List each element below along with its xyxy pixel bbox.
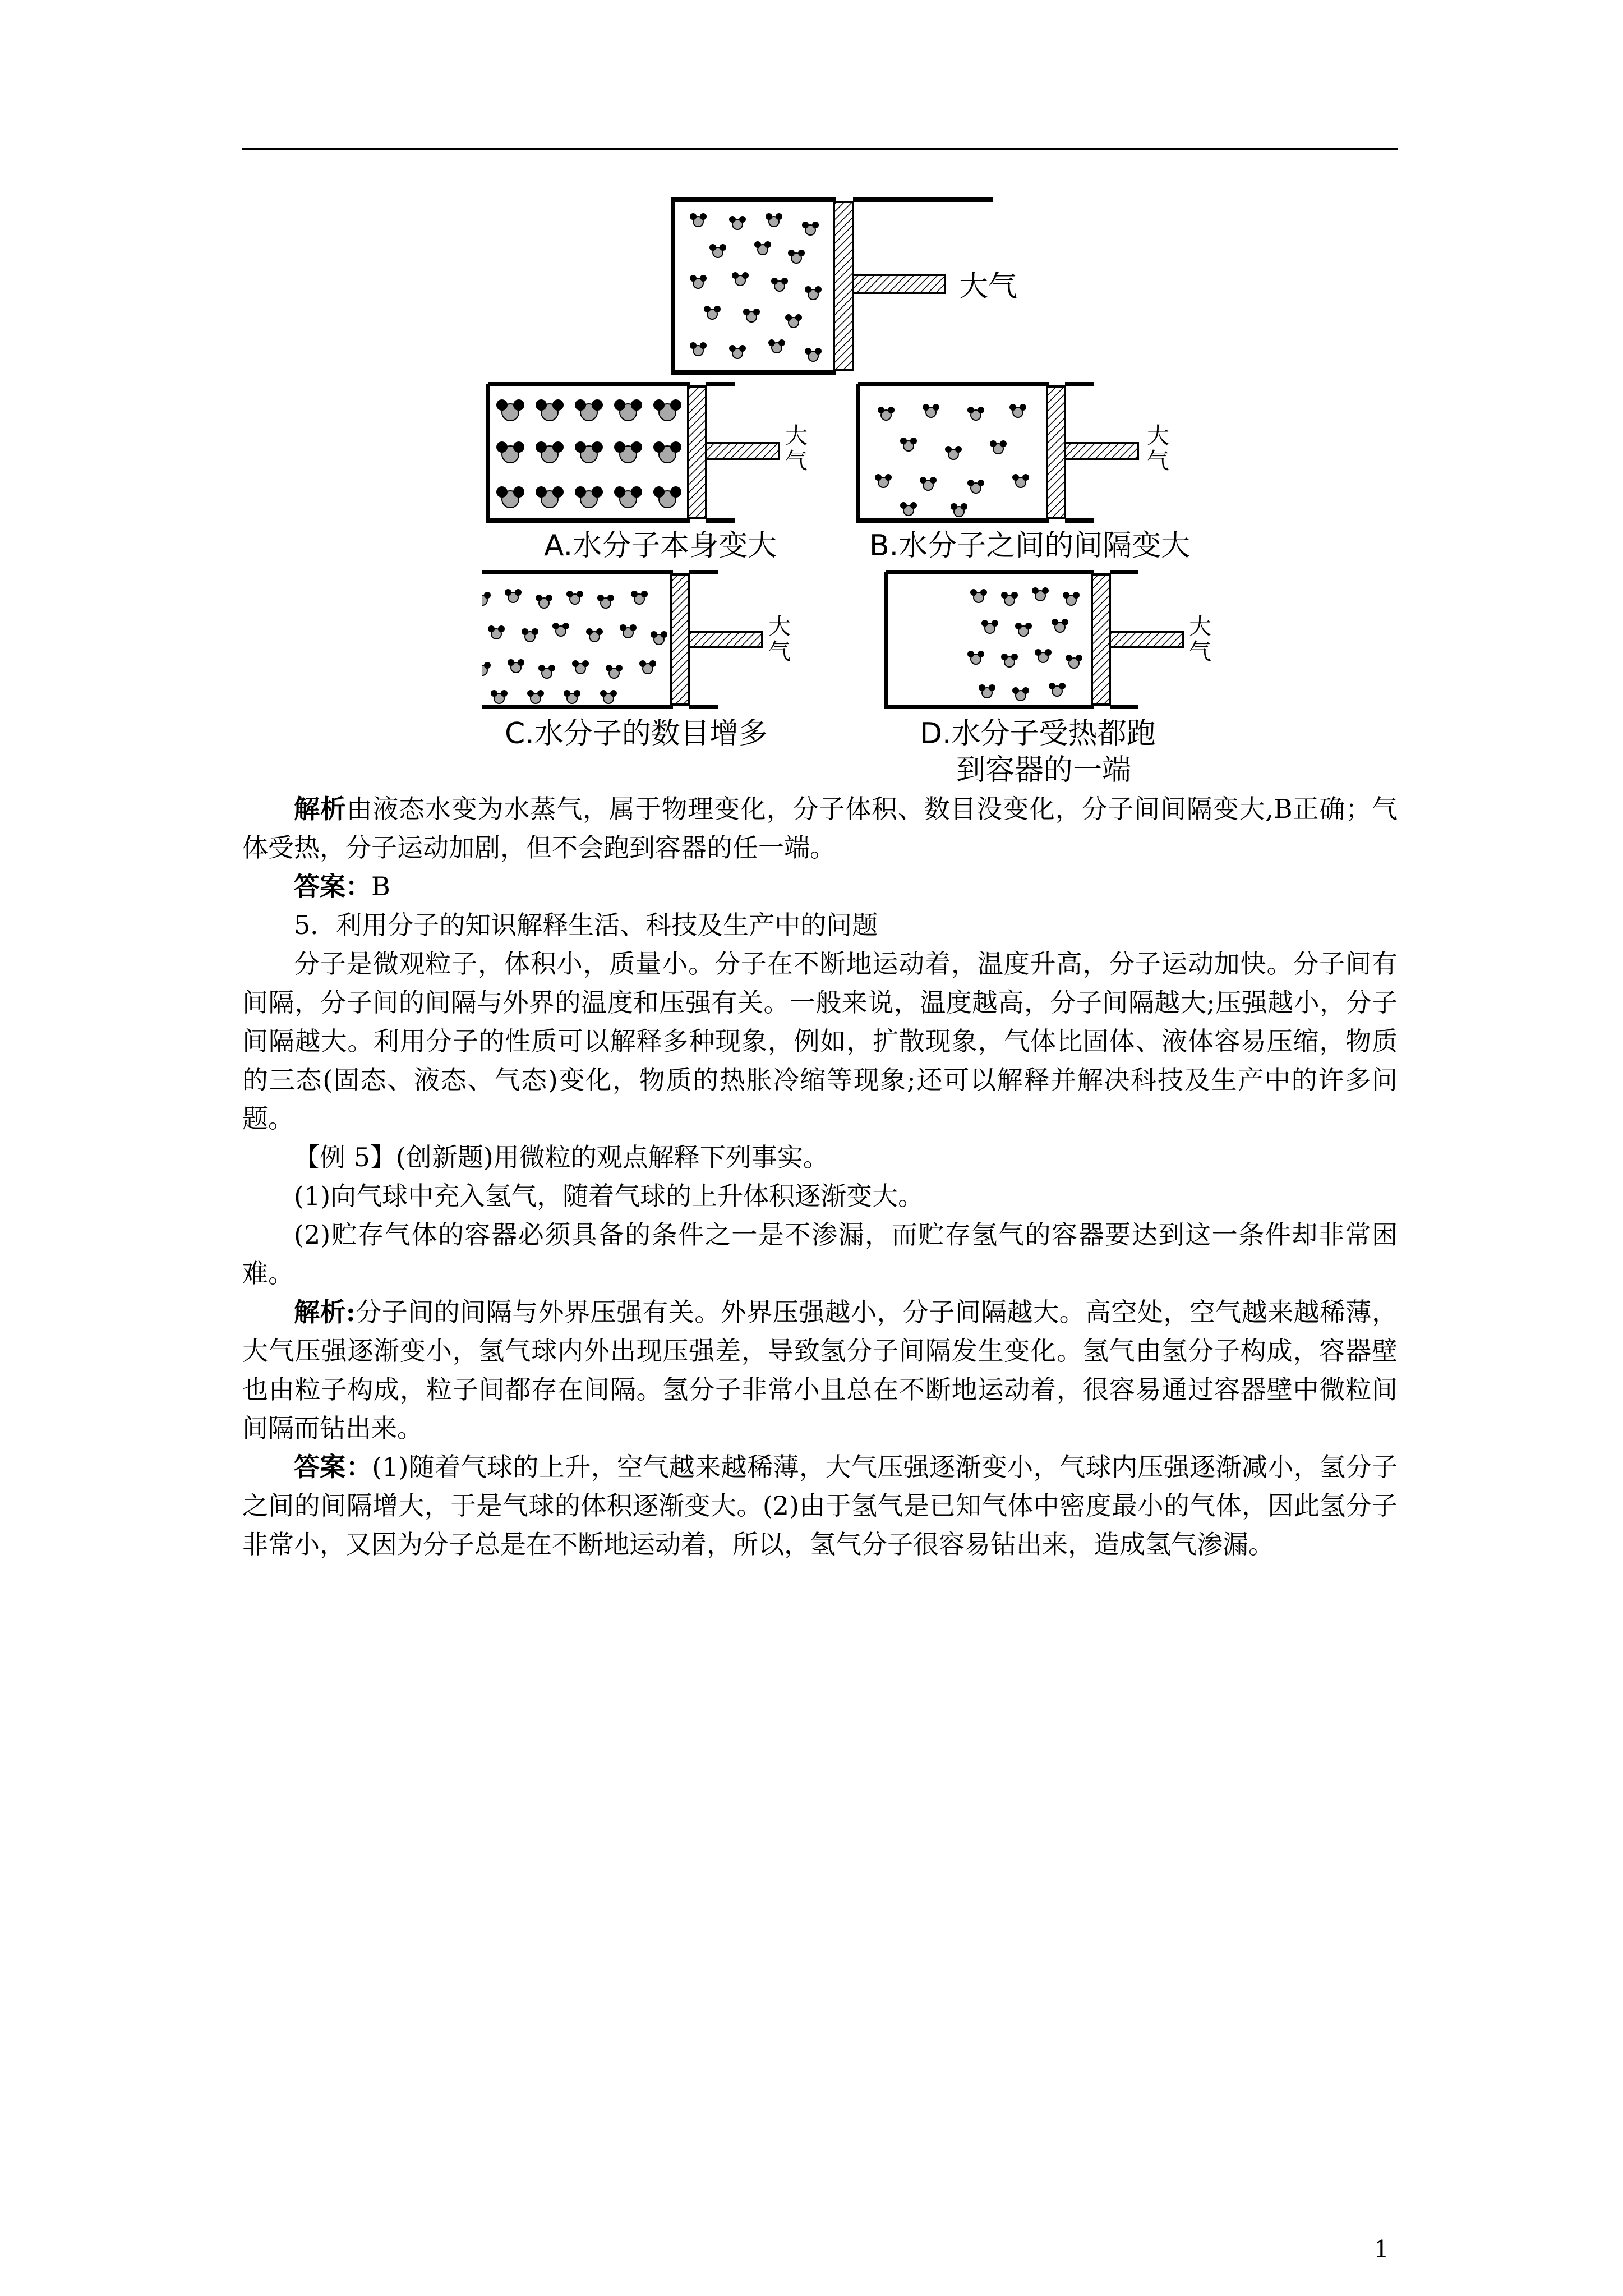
option-d-caption-line1: D.水分子受热都跑: [920, 717, 1156, 751]
page-number: 1: [1374, 2235, 1389, 2263]
container-c: [482, 572, 791, 751]
analysis-label: 解析: [294, 794, 347, 824]
container-b-molecules: [875, 404, 1029, 517]
molecule-properties-paragraph: 分子是微观粒子，体积小，质量小。分子在不断地运动着，温度升高，分子运动加快。分子间有间隔，分子间的间隔与外界的温度和压强有关。一般来说，温度越高，分子间隔越大;压强越小，分子间隔越大。利用分子的性质可以解释多种现象，例如，扩散现象，气体比固体、液体容易压缩，物质的三态(固态、液态、气态)变化，物质的热胀冷缩等现象;还可以解释并解决科技及生产中的许多问题。: [242, 949, 1398, 1134]
top-molecules: [690, 213, 822, 361]
container-d-molecules: [967, 587, 1082, 701]
container-c-atmosphere-label-2: 气: [768, 639, 791, 665]
answer-text-2: (1)随着气球的上升，空气越来越稀薄，大气压强逐渐变小，气球内压强逐渐减小，氢分子之间的间隔增大，于是气球的体积逐渐变大。(2)由于氢气是已知气体中密度最小的气体，因此氢分子非常小，又因为分子总是在不断地运动着，所以，氢气分子很容易钻出来，造成氢气渗漏。: [242, 1452, 1398, 1559]
example-5-question-1: (1)向气球中充入氢气，随着气球的上升体积逐渐变大。: [294, 1181, 924, 1211]
option-a-caption: A.水分子本身变大: [544, 529, 777, 563]
container-d: [886, 572, 1211, 787]
container-d-atmosphere-label-1: 大: [1189, 614, 1211, 639]
container-c-atmosphere-label-1: 大: [768, 614, 791, 639]
container-b-atmosphere-label-2: 气: [1147, 448, 1169, 474]
answer-paragraph-2: [242, 1448, 1398, 1564]
container-a-atmosphere-label-2: 气: [785, 448, 808, 474]
option-c-caption: C.水分子的数目增多: [505, 717, 768, 751]
answer-label: 答案：: [294, 871, 371, 901]
container-a: [488, 384, 808, 563]
section-heading: 5．利用分子的知识解释生活、科技及生产中的问题: [294, 910, 878, 940]
analysis-text: 由液态水变为水蒸气，属于物理变化，分子体积、数目没变化，分子间间隔变大,B正确；气体受热，分子运动加剧，但不会跑到容器的任一端。: [242, 794, 1398, 863]
option-b-caption: B.水分子之间的间隔变大: [869, 529, 1191, 563]
analysis-paragraph-1: [242, 790, 1398, 867]
analysis-label-2: 解析:: [294, 1297, 356, 1327]
option-d-caption-line2: 到容器的一端: [956, 753, 1132, 787]
example-5-question-2: (2)贮存气体的容器必须具备的条件之一是不渗漏，而贮存氢气的容器要达到这一条件却非常困难。: [242, 1220, 1398, 1289]
document-body: [242, 790, 1398, 1564]
container-b-atmosphere-label-1: 大: [1147, 423, 1169, 449]
answer-text: B: [371, 871, 390, 901]
container-a-molecules: [496, 399, 681, 508]
container-b: [858, 384, 1190, 563]
container-a-atmosphere-label-1: 大: [785, 423, 808, 449]
header-rule: [242, 148, 1398, 150]
analysis-text-2: 分子间的间隔与外界压强有关。外界压强越小，分子间隔越大。高空处，空气越来越稀薄，大气压强逐渐变小，氢气球内外出现压强差，导致氢分子间隔发生变化。氢气由氢分子构成，容器壁也由粒子构成，粒子间都存在间隔。氢分子非常小且总在不断地运动着，很容易通过容器壁中微粒间间隔而钻出来。: [242, 1297, 1398, 1443]
container-c-molecules: [482, 589, 667, 703]
top-atmosphere-label: 大气: [959, 270, 1018, 303]
answer-paragraph-1: [242, 867, 1398, 906]
example-5-heading: 【例 5】(创新题)用微粒的观点解释下列事实。: [294, 1142, 829, 1172]
analysis-paragraph-2: [242, 1293, 1398, 1448]
container-d-atmosphere-label-2: 气: [1189, 639, 1211, 665]
top-container: [673, 200, 1017, 372]
answer-label-2: 答案：: [294, 1452, 372, 1482]
piston-diagram-figure: [482, 191, 1234, 797]
